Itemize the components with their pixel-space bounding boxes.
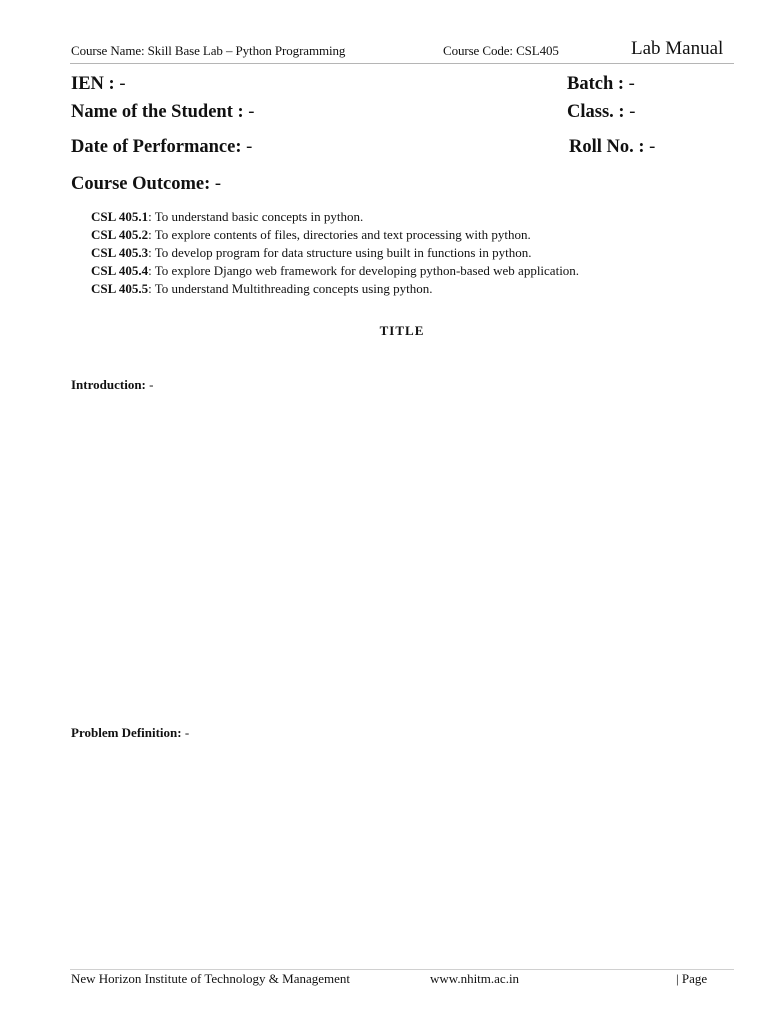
outcome-code: CSL 405.4 bbox=[91, 263, 149, 278]
batch-field bbox=[567, 74, 635, 95]
batch-value: - bbox=[624, 74, 635, 94]
course-outcome-label: Course Outcome: bbox=[71, 174, 211, 194]
class-label: Class. : bbox=[567, 102, 625, 122]
outcome-text: : To develop program for data structure using built in functions in python. bbox=[148, 245, 532, 260]
page-number: | Page bbox=[676, 971, 708, 986]
date-of-performance-label: Date of Performance: bbox=[71, 137, 242, 157]
outcome-item bbox=[91, 244, 579, 262]
ien-value: - bbox=[114, 74, 126, 94]
student-name-field bbox=[71, 102, 254, 123]
course-outcomes-list bbox=[91, 208, 579, 298]
outcome-code: CSL 405.2 bbox=[91, 227, 149, 242]
course-outcome-heading bbox=[71, 174, 221, 195]
batch-label: Batch : bbox=[567, 74, 625, 94]
outcome-text: : To understand Multithreading concepts using python. bbox=[148, 281, 433, 296]
outcome-text: : To explore Django web framework for developing python-based web application. bbox=[148, 263, 580, 278]
outcome-item bbox=[91, 208, 579, 226]
outcome-code: CSL 405.5 bbox=[91, 281, 149, 296]
introduction-section bbox=[71, 377, 153, 393]
class-value: - bbox=[624, 102, 636, 122]
footer-divider bbox=[70, 969, 734, 970]
outcome-text: : To understand basic concepts in python. bbox=[148, 209, 364, 224]
date-of-performance-value: - bbox=[241, 137, 253, 157]
outcome-item bbox=[91, 280, 579, 298]
problem-definition-label: Problem Definition: bbox=[71, 725, 182, 740]
problem-definition-section bbox=[71, 725, 189, 741]
website: www.nhitm.ac.in bbox=[430, 971, 520, 986]
student-name-label: Name of the Student : bbox=[71, 102, 244, 122]
introduction-label: Introduction: bbox=[71, 377, 146, 392]
roll-no-value: - bbox=[644, 137, 656, 157]
roll-no-label: Roll No. : bbox=[569, 137, 645, 157]
roll-no-field bbox=[569, 137, 655, 158]
experiment-title: TITLE bbox=[379, 323, 425, 338]
outcome-item bbox=[91, 262, 579, 280]
document-type: Lab Manual bbox=[631, 38, 724, 59]
date-of-performance-field bbox=[71, 137, 252, 158]
course-code: Course Code: CSL405 bbox=[443, 43, 559, 58]
introduction-value: - bbox=[145, 377, 154, 392]
course-name: Course Name: Skill Base Lab – Python Programming bbox=[71, 43, 346, 58]
outcome-item bbox=[91, 226, 579, 244]
course-outcome-value: - bbox=[210, 174, 222, 194]
header-divider bbox=[70, 63, 734, 64]
ien-field bbox=[71, 74, 125, 95]
outcome-code: CSL 405.1 bbox=[91, 209, 149, 224]
institute-name: New Horizon Institute of Technology & Management bbox=[71, 971, 351, 986]
problem-definition-value: - bbox=[181, 725, 190, 740]
class-field bbox=[567, 102, 635, 123]
student-name-value: - bbox=[243, 102, 255, 122]
ien-label: IEN : bbox=[71, 74, 115, 94]
outcome-text: : To explore contents of files, directories and text processing with python. bbox=[148, 227, 531, 242]
outcome-code: CSL 405.3 bbox=[91, 245, 149, 260]
